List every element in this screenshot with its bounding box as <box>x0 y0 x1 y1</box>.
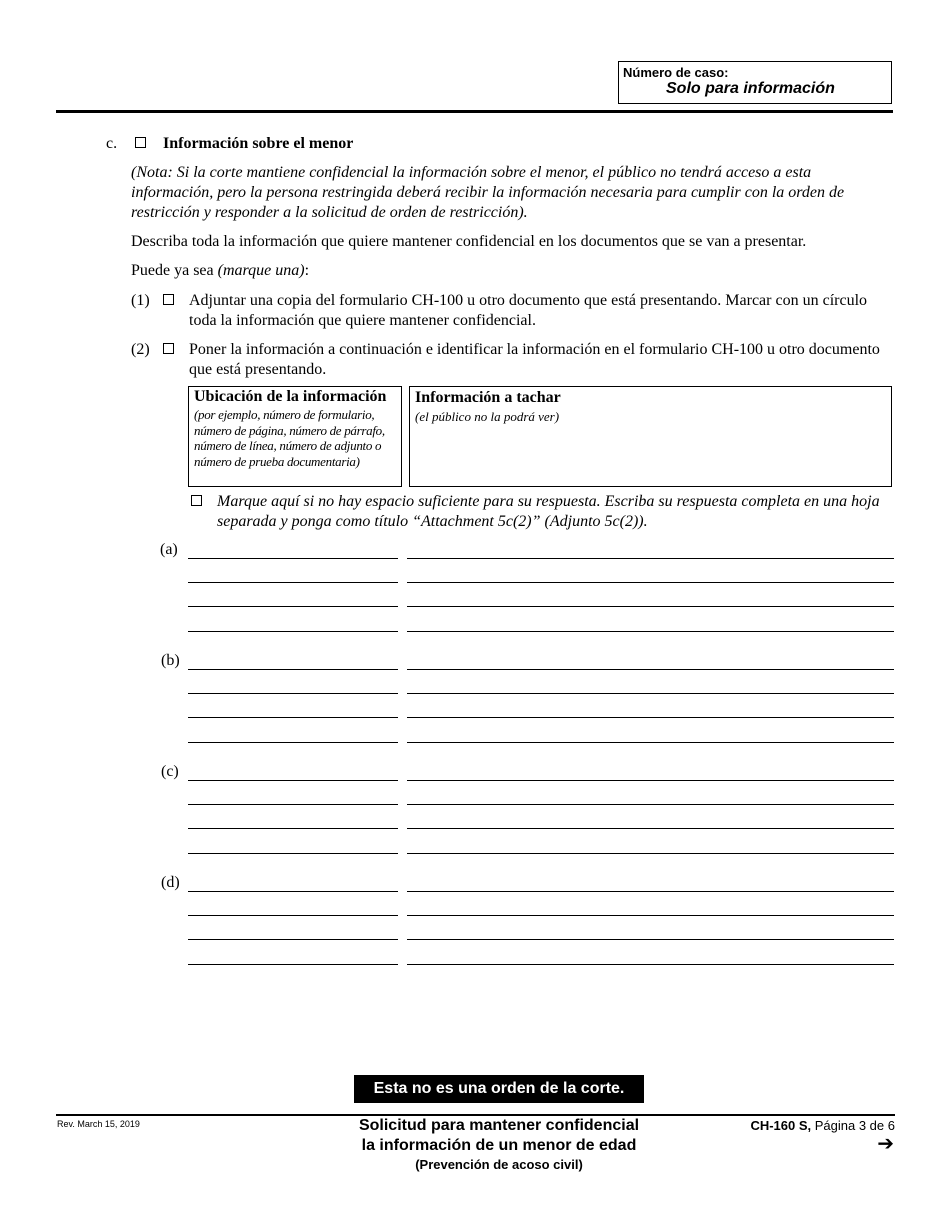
case-number-label: Número de caso: <box>623 65 729 80</box>
child-info-checkbox[interactable] <box>135 137 146 148</box>
entry-c-location-line-1[interactable] <box>188 780 398 781</box>
case-number-box <box>618 61 892 104</box>
case-number-value: Solo para información <box>666 80 835 97</box>
more-space-checkbox[interactable] <box>191 495 202 506</box>
entry-b-label: (b) <box>161 652 180 669</box>
entry-a-info-line-3[interactable] <box>407 606 894 607</box>
entry-a-location-line-4[interactable] <box>188 631 398 632</box>
option-2-number: (2) <box>131 341 150 358</box>
footer-divider <box>56 1114 895 1116</box>
choose-one-prefix: Puede ya sea <box>131 262 218 279</box>
entry-d-info-line-1[interactable] <box>407 891 894 892</box>
next-page-arrow-icon: ➔ <box>877 1131 894 1155</box>
choose-one-instruction <box>131 261 309 281</box>
form-code: CH-160 S, <box>750 1118 812 1133</box>
location-header-box <box>188 386 402 487</box>
entry-c-info-line-4[interactable] <box>407 853 894 854</box>
entry-c-location-line-3[interactable] <box>188 828 398 829</box>
section-letter: c. <box>106 135 118 152</box>
header-divider <box>56 110 893 113</box>
option-1-text: Adjuntar una copia del formulario CH-100 u otro documento que está presentando. Marcar con un círculo toda la información que quiere mantener confidencial. <box>189 292 868 329</box>
entry-d-label: (d) <box>161 874 180 891</box>
entry-c-info-line-3[interactable] <box>407 828 894 829</box>
not-court-order-banner: Esta no es una orden de la corte. <box>354 1075 644 1103</box>
entry-a-label: (a) <box>160 541 178 558</box>
entry-b-location-line-1[interactable] <box>188 669 398 670</box>
option-1-number: (1) <box>131 292 150 309</box>
entry-b-location-line-3[interactable] <box>188 717 398 718</box>
confidentiality-note: (Nota: Si la corte mantiene confidencial la información sobre el menor, el público no tendrá acceso a esta información, pero la persona restringida deberá recibir la información necesaria para cumplir con la orden de restricción y responder a la solicitud de orden de restricción). <box>131 164 845 221</box>
entry-c-label: (c) <box>161 763 179 780</box>
entry-a-location-line-3[interactable] <box>188 606 398 607</box>
entry-b-location-line-4[interactable] <box>188 742 398 743</box>
entry-b-info-line-3[interactable] <box>407 717 894 718</box>
entry-c-info-line-2[interactable] <box>407 804 894 805</box>
more-space-note: Marque aquí si no hay espacio suficiente para su respuesta. Escriba su respuesta completa en una hoja separada y ponga como título “Attachment 5c(2)” (Adjunto 5c(2)). <box>217 493 880 530</box>
entry-d-location-line-2[interactable] <box>188 915 398 916</box>
entry-a-info-line-4[interactable] <box>407 631 894 632</box>
option-1-checkbox[interactable] <box>163 294 174 305</box>
entry-a-info-line-1[interactable] <box>407 558 894 559</box>
form-page-id <box>750 1118 895 1133</box>
form-title-line-2: la información de un menor de edad <box>361 1137 637 1154</box>
option-2-text: Poner la información a continuación e identificar la información en el formulario CH-100 u otro documento que está presentando. <box>189 341 880 378</box>
entry-c-location-line-2[interactable] <box>188 804 398 805</box>
entry-d-location-line-4[interactable] <box>188 964 398 965</box>
revision-date: Rev. March 15, 2019 <box>57 1119 140 1129</box>
form-title-line-1: Solicitud para mantener confidencial <box>358 1117 640 1134</box>
form-subtitle: (Prevención de acoso civil) <box>415 1157 583 1172</box>
entry-b-info-line-4[interactable] <box>407 742 894 743</box>
entry-c-info-line-1[interactable] <box>407 780 894 781</box>
entry-d-info-line-4[interactable] <box>407 964 894 965</box>
location-header-description: (por ejemplo, número de formulario, número de página, número de párrafo, número de línea, número de adjunto o número de prueba documentaria) <box>194 407 385 470</box>
redact-info-header-description: (el público no la podrá ver) <box>415 409 560 424</box>
entry-d-location-line-3[interactable] <box>188 939 398 940</box>
redact-info-header-title: Información a tachar <box>415 389 561 406</box>
redact-info-header-box <box>409 386 892 487</box>
entry-c-location-line-4[interactable] <box>188 853 398 854</box>
entry-d-info-line-3[interactable] <box>407 939 894 940</box>
entry-a-location-line-1[interactable] <box>188 558 398 559</box>
location-header-title: Ubicación de la información <box>194 388 387 405</box>
entry-d-location-line-1[interactable] <box>188 891 398 892</box>
describe-instructions: Describa toda la información que quiere mantener confidencial en los documentos que se van a presentar. <box>131 233 807 250</box>
entry-b-info-line-2[interactable] <box>407 693 894 694</box>
choose-one-italic: (marque una) <box>217 262 305 279</box>
entry-b-location-line-2[interactable] <box>188 693 398 694</box>
option-2-checkbox[interactable] <box>163 343 174 354</box>
choose-one-suffix: : <box>304 262 310 279</box>
section-title: Información sobre el menor <box>163 135 354 152</box>
entry-d-info-line-2[interactable] <box>407 915 894 916</box>
page-number: Página 3 de 6 <box>811 1118 895 1133</box>
entry-b-info-line-1[interactable] <box>407 669 894 670</box>
entry-a-info-line-2[interactable] <box>407 582 894 583</box>
entry-a-location-line-2[interactable] <box>188 582 398 583</box>
